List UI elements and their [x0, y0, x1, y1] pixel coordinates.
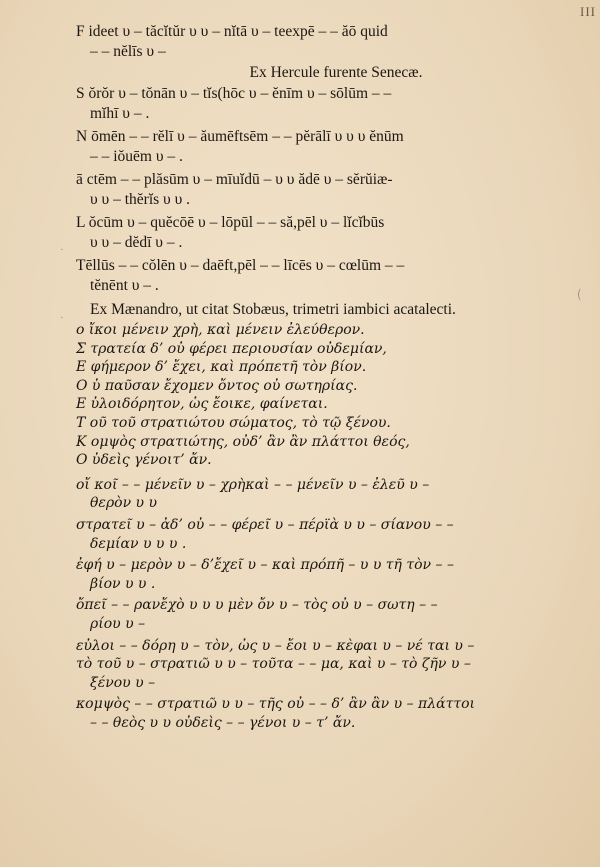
margin-notch-icon: ⌒: [577, 288, 592, 301]
scansion-line: ἐφή υ – μερὸν υ – δ’ἔχεῖ υ – καὶ πρόπῆ – υ υ τῆ τὸν – –: [76, 557, 454, 574]
scansion-line: εὐλοι – – δόρη υ – τὸν, ὡς υ – ἔοι υ – κὲφαι υ – νέ ται υ –: [76, 637, 475, 654]
latin-line: υ υ – dĕdī υ – .: [90, 234, 183, 251]
latin-line: Tēllūs – – cŏlēn υ – daēft,pēl – – līcēs υ – cœlūm – –: [76, 257, 405, 274]
scansion-line: ξένου υ –: [90, 674, 156, 691]
latin-line: L ŏcūm υ – quĕcōē υ – lōpūl – – să,pēl υ – lĭcĭbūs: [76, 214, 385, 231]
latin-line: ā ctēm – – plăsūm υ – mīuĭdū – υ υ ădē υ – sĕrŭiæ-: [76, 171, 393, 188]
scansion-line: δεμίαν υ υ υ .: [90, 535, 187, 552]
greek-verse: Ε ὐλοιδόρητον, ὡς ἔοικε, φαίνεται.: [76, 396, 328, 413]
scansion-line: ρίου υ –: [90, 615, 146, 632]
greek-verse: Ο ὐ παῦσαν ἔχομεν ὄντος οὐ σωτηρίας.: [76, 377, 358, 394]
scansion-line: κομψὸς – – στρατιῶ υ υ – τῆς οὐ – – δ’ ἂν ἂν υ – πλάττοι: [76, 696, 475, 713]
greek-verse: Σ τρατεία δ’ οὐ φέρει περιουσίαν οὐδεμίαν,: [76, 340, 387, 357]
scansion-line: βίον υ υ .: [90, 575, 156, 592]
scansion-line: στρατεῖ υ – ἀδ’ οὐ – – φέρεῖ υ – πέρϊὰ υ υ – σίανου – –: [76, 516, 454, 533]
greek-verse: Τ οῦ τοῦ στρατιώτου σώματος, τὸ τῷ ξένου.: [76, 414, 391, 431]
greek-verse: Ε φήμερον δ’ ἔχει, καὶ πρόπετῆ τὸν βίον.: [76, 359, 367, 376]
scansion-line: ὄπεῖ – – ρανἔχὸ υ υ υ μὲν ὄν υ – τὸς οὐ υ – σωτη – –: [76, 597, 438, 614]
section-heading: Ex Hercule furente Senecæ.: [249, 64, 423, 81]
greek-verse: Ο ὐδεὶς γένοιτ’ ἄν.: [76, 452, 212, 469]
greek-verse: Κ ομψὸς στρατιώτης, οὐδ’ ἂν ἂν πλάττοι θεός,: [76, 433, 410, 450]
menander-heading: Ex Mænandro, ut citat Stobæus, trimetri iambici acatalecti.: [90, 301, 456, 318]
greek-verse: ο ἴκοι μένειν χρὴ, καὶ μένειν ἐλεύθερον.: [76, 322, 365, 338]
corner-mark: III: [580, 4, 596, 19]
latin-line: N ōmēn – – rĕlī υ – ăumēftsēm – – pĕrālī υ υ υ ĕnūm: [76, 128, 404, 145]
latin-line: S ŏrŏr υ – tŏnān υ – tĭs(hōc υ – ĕnīm υ – sōlūm – –: [76, 85, 392, 102]
scansion-line: οἴ κοῖ – – μένεῖν υ – χρὴκαὶ – – μένεῖν υ – ἐλεῦ υ –: [76, 476, 430, 493]
latin-line: F ideet υ – tăcĭtŭr υ υ – nĭtā υ – teexpē – – ăō quid: [76, 23, 388, 40]
scansion-line: τὸ τοῦ υ – στρατιῶ υ υ – τοῦτα – – μα, καὶ υ – τὸ ζῆν υ –: [76, 656, 471, 673]
latin-line: mĭhī υ – .: [90, 105, 150, 122]
text-block: [76, 22, 556, 732]
margin-tick: ·: [60, 312, 64, 324]
latin-line: tĕnēnt υ – .: [90, 277, 159, 294]
margin-tick: ·: [60, 244, 64, 256]
scansion-line: θερὸν υ υ: [90, 495, 158, 512]
latin-line: – – nĕlīs υ –: [90, 43, 166, 60]
latin-line: – – iŏuēm υ – .: [90, 148, 183, 165]
scansion-line: – – θεὸς υ υ οὐδεὶς – – γένοι υ – τ’ ἄν.: [90, 714, 356, 731]
latin-line: υ υ – thĕrĭs υ υ .: [90, 191, 191, 208]
